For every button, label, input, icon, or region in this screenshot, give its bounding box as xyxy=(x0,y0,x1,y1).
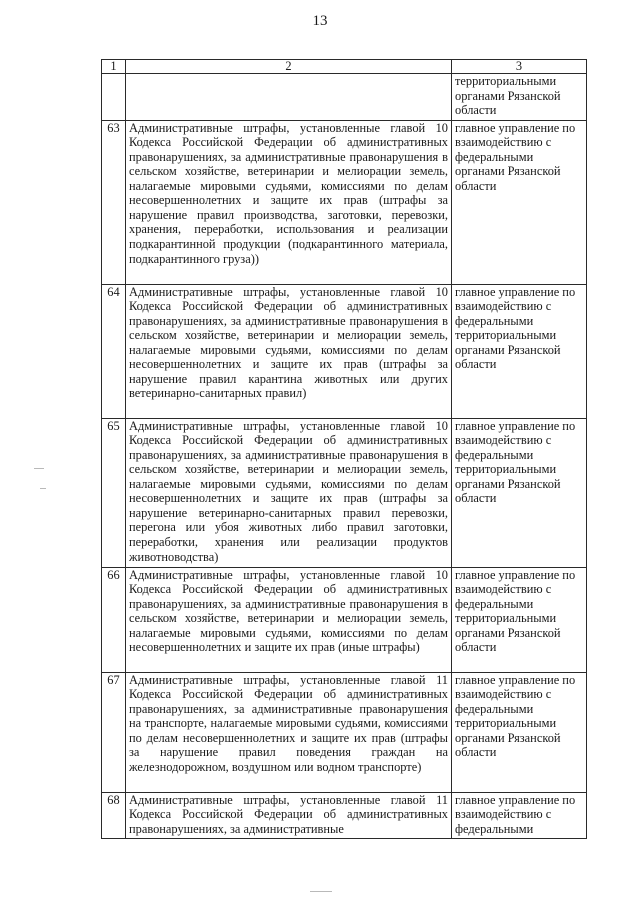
table-row xyxy=(102,284,587,418)
row-description: Административные штрафы, установленные главой 10 Кодекса Российской Федерации об административных правонарушениях, за административные правонарушения в сельском хозяйстве, ветеринарии и мелиорации земель, налагаемые мировыми судьями, комиссиями по делам несовершеннолетних и защите их прав (штрафы за нарушение ветеринарно-санитарных правил перевозки, перегона или убоя животных либо правил заготовки, переработки, хранения или реализации продуктов животноводства) xyxy=(126,418,452,567)
scan-artifact-mark xyxy=(34,468,44,469)
page-number: 13 xyxy=(312,13,328,29)
row-description: Административные штрафы, установленные главой 10 Кодекса Российской Федерации об административных правонарушениях, за административные правонарушения в сельском хозяйстве, ветеринарии и мелиорации земель, налагаемые мировыми судьями, комиссиями по делам несовершеннолетних и защите их прав (штрафы за нарушение правил карантина животных или других ветеринарно-санитарных правил) xyxy=(126,284,452,418)
row-number: 63 xyxy=(102,120,126,284)
row-number: 67 xyxy=(102,672,126,792)
row-administrator: главное управление по взаимодействию с федеральными территориальными органами Рязанской области xyxy=(452,672,587,792)
column-header-2: 2 xyxy=(126,60,452,74)
row-number: 64 xyxy=(102,284,126,418)
row-number: 65 xyxy=(102,418,126,567)
row-administrator: территориальными органами Рязанской области xyxy=(452,74,587,121)
table-row xyxy=(102,567,587,672)
scan-artifact-mark xyxy=(310,891,332,892)
table-row xyxy=(102,672,587,792)
row-administrator: главное управление по взаимодействию с федеральными xyxy=(452,792,587,839)
row-administrator: главное управление по взаимодействию с федеральными территориальными органами Рязанской области xyxy=(452,284,587,418)
row-administrator: главное управление по взаимодействию с федеральными территориальными органами Рязанской области xyxy=(452,418,587,567)
row-number xyxy=(102,74,126,121)
row-administrator: главное управление по взаимодействию с федеральными органами Рязанской области xyxy=(452,120,587,284)
table-row xyxy=(102,74,587,121)
table-header-row xyxy=(102,60,587,74)
scan-artifact-mark xyxy=(40,488,46,489)
row-description: Административные штрафы, установленные главой 10 Кодекса Российской Федерации об административных правонарушениях, за административные правонарушения в сельском хозяйстве, ветеринарии и мелиорации земель, налагаемые мировыми судьями, комиссиями по делам несовершеннолетних и защите их прав (штрафы за нарушение правил производства, заготовки, перевозки, хранения, переработки, использования и реализации подкарантинной продукции (подкарантинного материала, подкарантинного груза)) xyxy=(126,120,452,284)
fines-table xyxy=(101,59,587,839)
row-number: 68 xyxy=(102,792,126,839)
column-header-3: 3 xyxy=(452,60,587,74)
row-description: Административные штрафы, установленные главой 11 Кодекса Российской Федерации об административных правонарушениях, за административные правонарушения на транспорте, налагаемые мировыми судьями, комиссиями по делам несовершеннолетних и защите их прав (штрафы за нарушение правил поведения граждан на железнодорожном, воздушном или водном транспорте) xyxy=(126,672,452,792)
table-row xyxy=(102,120,587,284)
row-number: 66 xyxy=(102,567,126,672)
row-administrator: главное управление по взаимодействию с федеральными территориальными органами Рязанской области xyxy=(452,567,587,672)
table-row xyxy=(102,792,587,839)
row-description: Административные штрафы, установленные главой 11 Кодекса Российской Федерации об административных правонарушениях, за административные xyxy=(126,792,452,839)
row-description: Административные штрафы, установленные главой 10 Кодекса Российской Федерации об административных правонарушениях, за административные правонарушения в сельском хозяйстве, ветеринарии и мелиорации земель, налагаемые мировыми судьями, комиссиями по делам несовершеннолетних и защите их прав (иные штрафы) xyxy=(126,567,452,672)
table-row xyxy=(102,418,587,567)
column-header-1: 1 xyxy=(102,60,126,74)
row-description xyxy=(126,74,452,121)
